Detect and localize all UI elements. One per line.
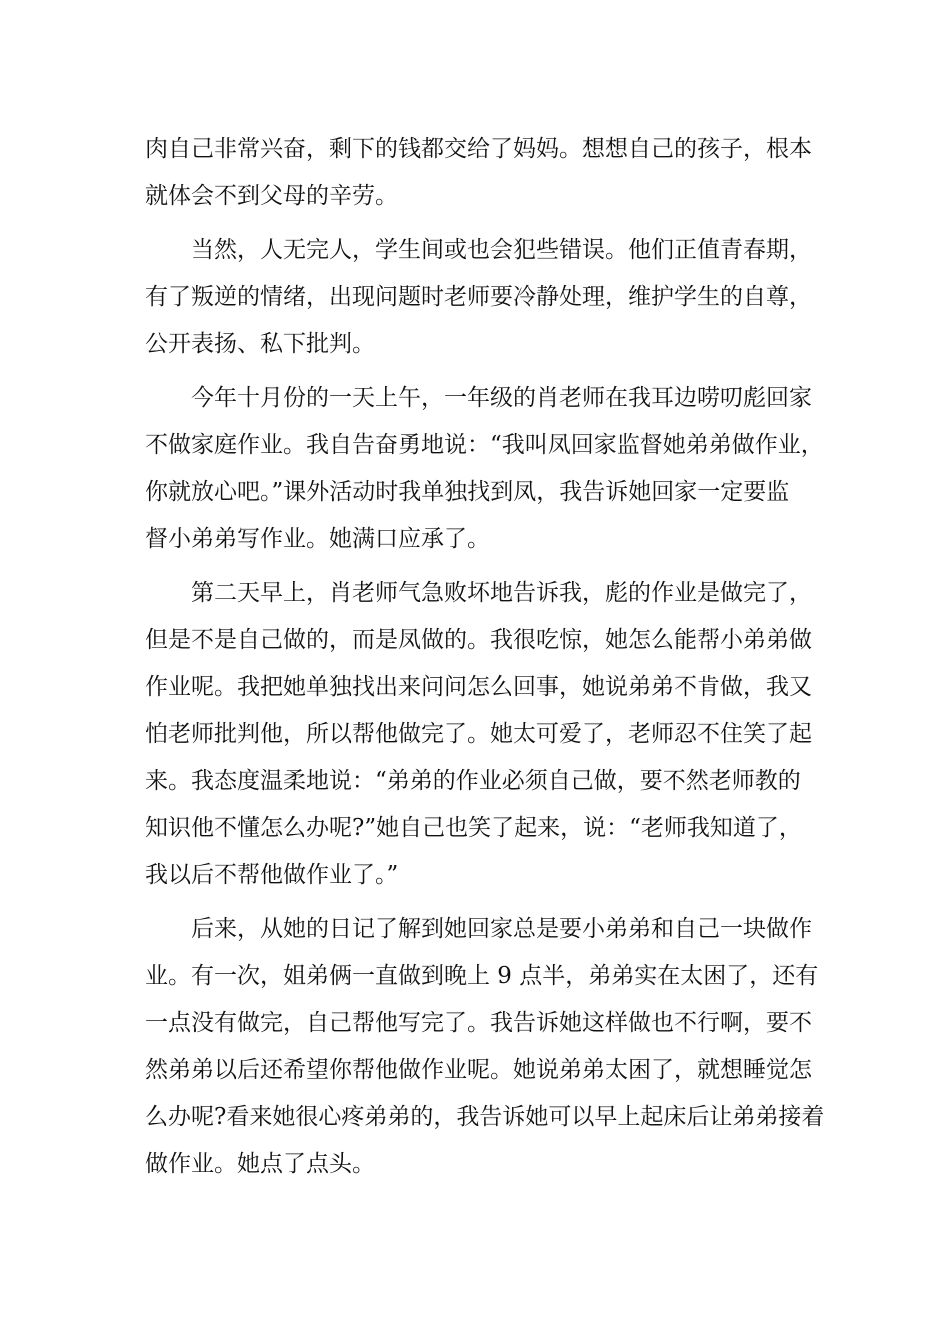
paragraph-2 [145, 227, 825, 368]
text-line: 当然，人无完人，学生间或也会犯些错误。他们正值青春期， [191, 237, 812, 263]
text-line: 一点没有做完，自己帮他写完了。我告诉她这样做也不行啊，要不 [145, 1010, 812, 1036]
text-line: 做作业。她点了点头。 [145, 1151, 375, 1177]
text-line: 第二天早上，肖老师气急败坏地告诉我，彪的作业是做完了， [191, 580, 812, 606]
text-line: 来。我态度温柔地说：“弟弟的作业必须自己做，要不然老师教的 [145, 768, 801, 794]
text-line: 公开表扬、私下批判。 [145, 331, 375, 357]
text-line: 知识他不懂怎么办呢?”她自己也笑了起来，说：“老师我知道了， [145, 815, 802, 841]
paragraph-4 [145, 570, 825, 899]
text-line: 不做家庭作业。我自告奋勇地说：“我叫凤回家监督她弟弟做作业， [145, 432, 824, 458]
text-line: 然弟弟以后还希望你帮他做作业呢。她说弟弟太困了，就想睡觉怎 [145, 1057, 812, 1083]
text-line: 么办呢?看来她很心疼弟弟的，我告诉她可以早上起床后让弟弟接着 [145, 1104, 825, 1130]
document-body [145, 126, 825, 1188]
paragraph-5 [145, 906, 825, 1188]
text-line: 我以后不帮他做作业了。” [145, 862, 399, 888]
text-line: 作业呢。我把她单独找出来问问怎么回事，她说弟弟不肯做，我又 [145, 674, 812, 700]
text-line: 有了叛逆的情绪，出现问题时老师要冷静处理，维护学生的自尊， [145, 284, 812, 310]
text-line: 今年十月份的一天上午，一年级的肖老师在我耳边唠叨彪回家 [191, 385, 812, 411]
text-line: 但是不是自己做的，而是凤做的。我很吃惊，她怎么能帮小弟弟做 [145, 627, 812, 653]
paragraph-1 [145, 126, 825, 220]
text-line: 肉自己非常兴奋，剩下的钱都交给了妈妈。想想自己的孩子，根本 [145, 136, 812, 162]
paragraph-3 [145, 375, 825, 563]
text-line: 就体会不到父母的辛劳。 [145, 183, 398, 209]
text-line: 怕老师批判他，所以帮他做完了。她太可爱了，老师忍不住笑了起 [145, 721, 812, 747]
text-line: 后来，从她的日记了解到她回家总是要小弟弟和自己一块做作 [191, 916, 812, 942]
text-line: 业。有一次，姐弟俩一直做到晚上 9 点半，弟弟实在太困了，还有 [145, 963, 819, 989]
text-line: 你就放心吧。”课外活动时我单独找到凤，我告诉她回家一定要监 [145, 479, 790, 505]
text-line: 督小弟弟写作业。她满口应承了。 [145, 526, 490, 552]
